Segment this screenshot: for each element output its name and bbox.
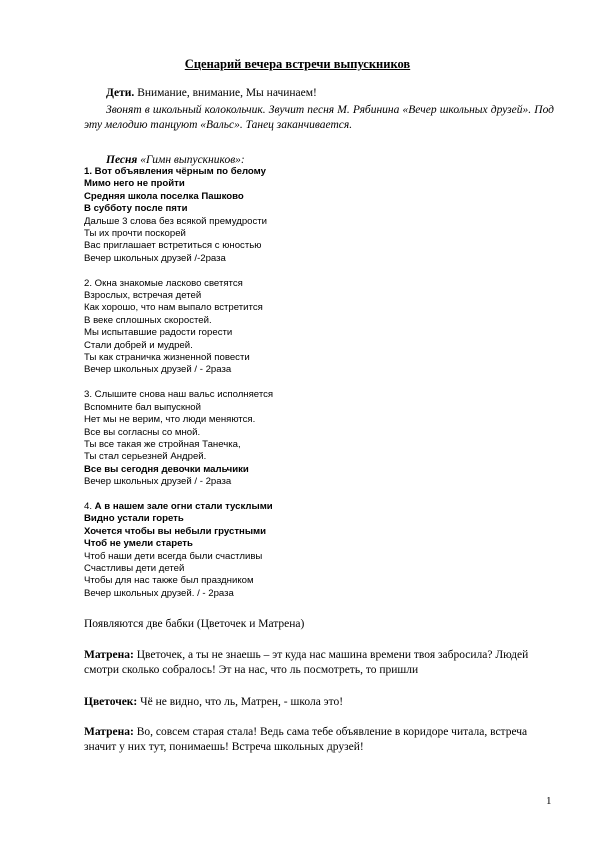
song-name: «Гимн выпускников»:	[137, 154, 245, 166]
verse-line: Ты их прочти поскорей	[84, 228, 186, 240]
dialogue-text: Во, совсем старая стала! Ведь сама тебе объявление в коридоре читала, встреча значит у них тут, понимаешь! Встреча школьных друзей!	[84, 726, 528, 753]
verse-number: 4.	[84, 500, 95, 512]
verse-line: Средняя школа поселка Пашково	[84, 190, 244, 202]
song-lyrics	[84, 166, 554, 600]
speaker-name: Цветочек:	[84, 696, 138, 708]
verse-4	[84, 501, 554, 600]
verse-line: Вечер школьных друзей / - 2раза	[84, 476, 232, 488]
verse-line: Чтоб не умели стареть	[84, 538, 193, 550]
verse-line: Все вы согласны со мной.	[84, 426, 201, 438]
verse-line: Вечер школьных друзей / - 2раза	[84, 364, 232, 376]
dialogue-text: Цветочек, а ты не знаешь – эт куда нас машина времени твоя забросила? Людей смотри сколько собралось! Эт на нас, что ль посмотреть, то пришли	[84, 649, 529, 676]
verse-line: 3. Слышите снова наш вальс исполняется	[84, 389, 274, 401]
verse-line: Чтоб наши дети всегда были счастливы	[84, 550, 263, 562]
dialogue-line	[84, 648, 554, 678]
verse-line: Ты все такая же стройная Танечка,	[84, 438, 241, 450]
verse-line: Мы испытавшие радости горести	[84, 327, 233, 339]
verse-2	[84, 278, 554, 377]
intro-speaker: Дети.	[106, 87, 135, 99]
song-label: Песня	[106, 154, 138, 166]
intro-paragraph	[84, 86, 554, 101]
verse-line: В веке сплошных скоростей.	[84, 314, 212, 326]
verse-line: 2. Окна знакомые ласково светятся	[84, 277, 243, 289]
verse-line: Ты стал серьезней Андрей.	[84, 451, 207, 463]
verse-line: Вечер школьных друзей /-2раза	[84, 252, 226, 264]
verse-line: Видно устали гореть	[84, 513, 184, 525]
speaker-name: Матрена:	[84, 726, 134, 738]
verse-line: Чтобы для нас также был праздником	[84, 575, 254, 587]
stage-note: Появляются две бабки (Цветочек и Матрена)	[84, 618, 305, 630]
verse-line: Вас приглашает встретиться с юностью	[84, 240, 262, 252]
dialogue-text: Чё не видно, что ль, Матрен, - школа это!	[137, 696, 344, 708]
verse-1	[84, 166, 554, 265]
verse-line: 4. А в нашем зале огни стали тусклыми	[84, 500, 273, 512]
verse-line: Как хорошо, что нам выпало встретится	[84, 302, 263, 314]
verse-line: Вспомните бал выпускной	[84, 401, 202, 413]
verse-line: Дальше 3 слова без всякой премудрости	[84, 215, 268, 227]
verse-line: Нет мы не верим, что люди меняются.	[84, 414, 256, 426]
speaker-name: Матрена:	[84, 649, 134, 661]
intro-stage-direction: Звонят в школьный колокольчик. Звучит песня М. Рябинина «Вечер школьных друзей». Под эту мелодию танцуют «Вальс». Танец заканчивается.	[84, 104, 554, 131]
verse-line: Все вы сегодня девочки мальчики	[84, 463, 249, 475]
verse-line: Стали добрей и мудрей.	[84, 339, 193, 351]
verse-3	[84, 389, 554, 488]
verse-line: Мимо него не пройти	[84, 178, 185, 190]
verse-line: Счастливы дети детей	[84, 562, 185, 574]
verse-line: 1. Вот объявления чёрным по белому	[84, 166, 266, 177]
intro-line: Внимание, внимание, Мы начинаем!	[134, 87, 317, 99]
dialogue-line	[84, 695, 554, 710]
verse-line: Взрослых, встречая детей	[84, 290, 202, 302]
verse-line: Хочется чтобы вы небыли грустными	[84, 525, 267, 537]
page-number: 1	[546, 795, 552, 807]
verse-line: Ты как страничка жизненной повести	[84, 352, 250, 364]
verse-line: В субботу после пяти	[84, 203, 188, 215]
document-title: Сценарий вечера встречи выпускников	[184, 57, 411, 71]
verse-line: Вечер школьных друзей. / - 2раза	[84, 587, 234, 599]
dialogue-line	[84, 725, 554, 755]
